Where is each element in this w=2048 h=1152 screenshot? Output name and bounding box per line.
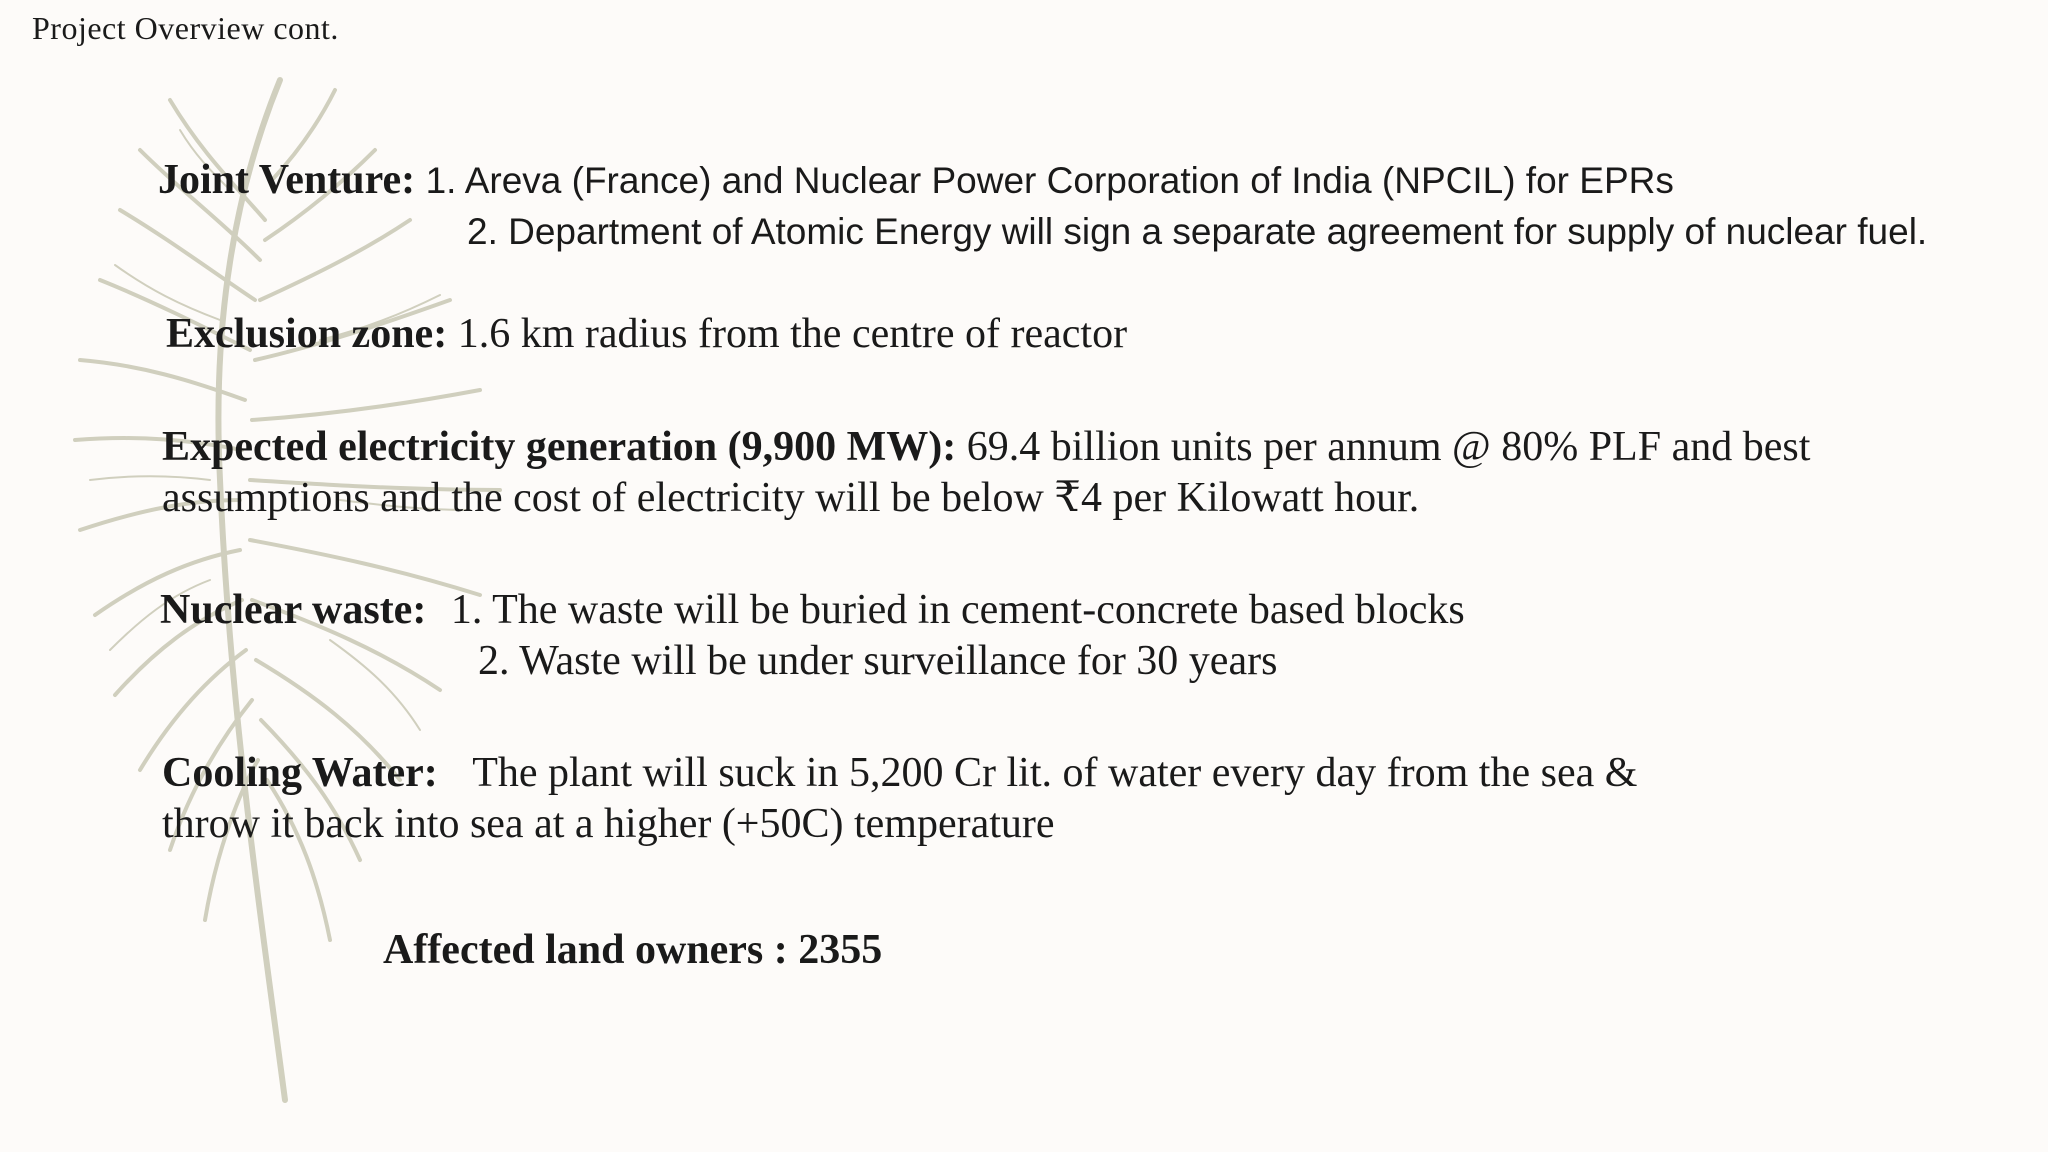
exclusion-zone-label: Exclusion zone: — [166, 311, 448, 357]
joint-venture-label: Joint Venture: — [158, 157, 416, 203]
cooling-water-text-2: throw it back into sea at a higher (+50C) temperature — [162, 801, 1055, 847]
joint-venture-item-2: 2. Department of Atomic Energy will sign a separate agreement for supply of nuclear fuel. — [467, 211, 1928, 252]
electricity-text-2: assumptions and the cost of electricity will be below ₹4 per Kilowatt hour. — [162, 475, 1420, 521]
land-owners-label: Affected land owners : — [383, 927, 788, 973]
electricity-text-1: 69.4 billion units per annum @ 80% PLF and best — [966, 424, 1811, 470]
cooling-water-label: Cooling Water: — [162, 750, 438, 796]
electricity-label: Expected electricity generation (9,900 MW): — [162, 424, 957, 470]
slide-title: Project Overview cont. — [32, 10, 339, 46]
cooling-water-text-1: The plant will suck in 5,200 Cr lit. of water every day from the sea & — [472, 750, 1638, 796]
nuclear-waste-row — [160, 585, 1465, 635]
land-owners-row — [383, 925, 882, 975]
electricity-row — [162, 422, 1810, 472]
exclusion-zone-row — [166, 309, 1127, 359]
joint-venture-item-1: 1. Areva (France) and Nuclear Power Corporation of India (NPCIL) for EPRs — [425, 160, 1674, 201]
nuclear-waste-label: Nuclear waste: — [160, 587, 427, 633]
joint-venture-row — [158, 155, 1674, 206]
nuclear-waste-item-1: 1. The waste will be buried in cement-concrete based blocks — [450, 587, 1465, 633]
nuclear-waste-item-2: 2. Waste will be under surveillance for 30 years — [478, 638, 1278, 684]
exclusion-zone-text: 1.6 km radius from the centre of reactor — [457, 311, 1128, 357]
land-owners-value: 2355 — [798, 927, 883, 973]
cooling-water-row — [162, 748, 1637, 798]
